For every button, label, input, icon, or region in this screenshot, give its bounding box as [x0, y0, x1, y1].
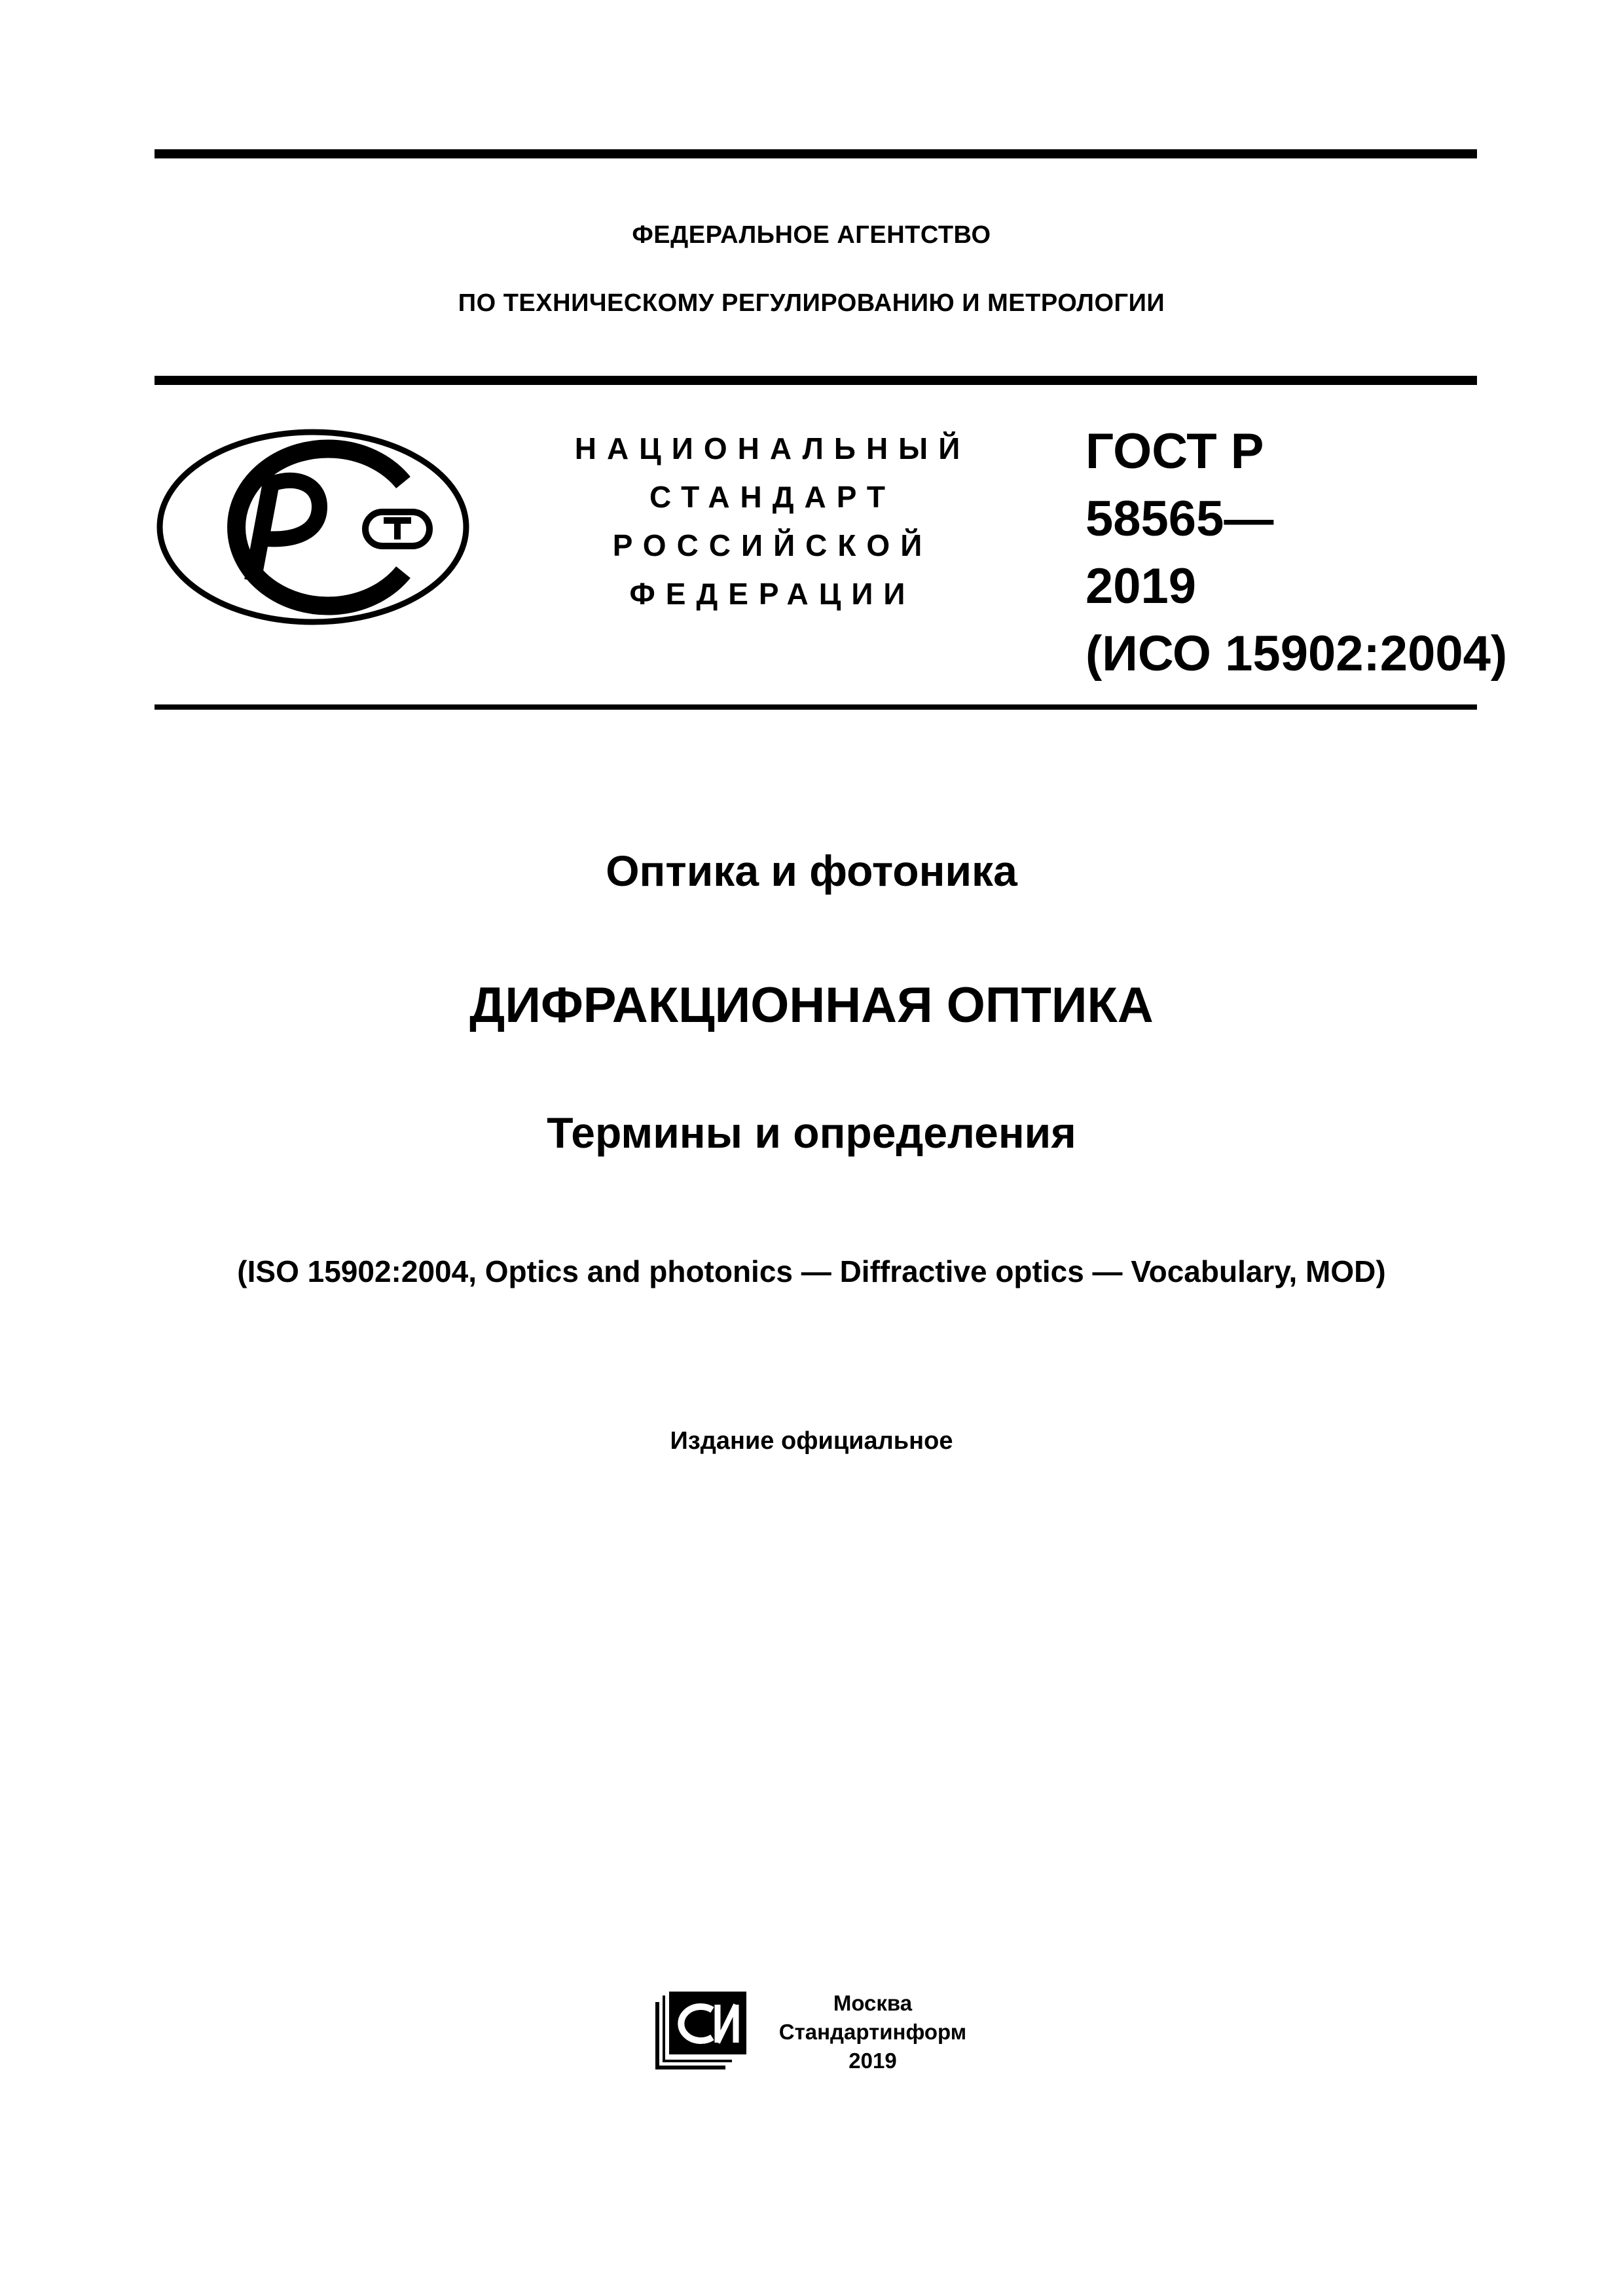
middle-rule — [155, 376, 1477, 385]
standard-type — [550, 424, 995, 618]
standard-type-line-2: СТАНДАРТ — [649, 480, 896, 514]
standard-designation — [1085, 418, 1507, 687]
designation-line-4: (ИСО 15902:2004) — [1085, 626, 1508, 682]
document-subtitle: Термины и определения — [547, 1108, 1076, 1157]
lower-rule — [155, 704, 1477, 710]
standard-type-line-4: ФЕДЕРАЦИИ — [629, 577, 916, 611]
rst-certification-logo — [155, 427, 471, 627]
field-title: Оптика и фотоника — [606, 847, 1017, 895]
publisher-city: Москва — [833, 1991, 913, 2015]
agency-line-1: ФЕДЕРАЛЬНОЕ АГЕНТСТВО — [632, 221, 991, 249]
standard-type-line-1: НАЦИОНАЛЬНЫЙ — [574, 431, 971, 465]
agency-line-2: ПО ТЕХНИЧЕСКОМУ РЕГУЛИРОВАНИЮ И МЕТРОЛОГИИ — [458, 289, 1165, 317]
standard-type-line-3: РОССИЙСКОЙ — [612, 528, 933, 562]
publisher-imprint — [765, 1989, 981, 2075]
publisher-year: 2019 — [848, 2049, 897, 2073]
document-title: ДИФРАКЦИОННАЯ ОПТИКА — [469, 977, 1154, 1033]
designation-line-1: ГОСТ Р — [1085, 424, 1264, 479]
designation-line-2: 58565— — [1085, 491, 1274, 547]
designation-line-3: 2019 — [1085, 558, 1197, 614]
standartinform-logo — [655, 1990, 750, 2070]
iso-reference: (ISO 15902:2004, Optics and photonics — Diffractive optics — Vocabulary, MOD) — [237, 1254, 1386, 1288]
edition-note: Издание официальное — [670, 1427, 953, 1455]
top-rule — [155, 149, 1477, 158]
publisher-name: Стандартинформ — [778, 2020, 967, 2044]
